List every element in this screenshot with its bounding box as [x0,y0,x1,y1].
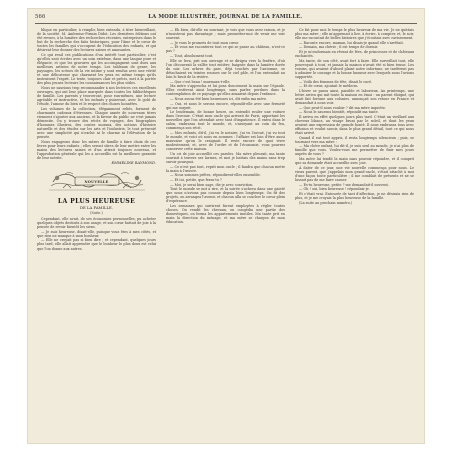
story-end-note: (La suite au prochain numéro.) [299,200,353,205]
story-paragraph: Et c'était vrai. Entourée de tant d'affection, je ne désirais rien de plus, et je me croyais la plus heureuse de la famille. [295,191,414,200]
story-paragraph: — Tout, absolument tout. [170,54,214,59]
article-body [37,28,156,160]
story-body [37,217,156,251]
story-paragraph: À dater de ce jour, une vie nouvelle commença pour nous. Le vieux parent, que j'appelais mon grand-oncle, s'était attaché à moi d'une façon toute particulière ; il me comblait de présents et ne se lassait pas de me faire causer. [295,165,414,182]
story-paragraph: — Es-tu heureuse, petite ? me demandait-il souvent. [299,182,389,187]
story-paragraph: — Moi, je serai bien sage, dis-je avec conviction. [170,182,254,187]
decorative-banner [37,168,156,197]
running-title: LA MODE ILLUSTRÉE, JOURNAL DE LA FAMILLE. [148,14,303,20]
story-paragraph: Tout le monde se mit à rire, et la soirée s'acheva dans une gaieté que nous n'avions pas connue depuis bien longtemps. On fit des projets, on arrangea l'avenir, et chacun alla se coucher le cœur plein d'espérance. [166,187,285,204]
column-right [295,28,414,434]
story-paragraph: — Ce n'est pas tout, reprit mon oncle ; il faudra que chacun mette la main à l'œuvre. [166,164,285,173]
story-paragraph: Ce fut pour moi le temps le plus heureux de ma vie. Je ne quittais plus ma mère ; elle m'apprenait à lire, à écrire, à compter, et, le soir, elle me racontait de belles histoires que j'écoutais avec ravissement. [295,28,414,41]
story-paragraph: — Nous le saurons bientôt, répondit ma tante. [299,110,379,115]
column-middle [166,28,285,434]
story-paragraph: Elle se leva, prit son ouvrage et se dirigea vers la fenêtre, d'où l'on découvrait la vallée tout entière, baignée dans la lumière dorée du soir. Les arbres du parc, déjà touchés par l'automne, se détachaient en teintes rousses sur le ciel pâle, et l'on entendait au loin le bruit de la rivière. [166,58,285,79]
magazine-page [27,8,425,444]
story-paragraph: — Demain, ma chérie ; il est temps de dormir. [299,45,378,50]
article-paragraph: blique en particulier, à remplir, bien entendu, à titre bienveillant, de la société. M. Ambroise-Firmin Didot. Les dernières éditions ont été revues, à la lumière des recherches récentes, entreprises dans le but de la recherche des faits historiques, pour l'âme et le cœur de toutes les familles qui s'occupent de l'éducation des enfants, et qui désirent leur donner des lectures saines et amusantes. [37,28,156,53]
story-paragraph: Ma mère s'approcha et lui posa doucement la main sur l'épaule. Elles restèrent ainsi longtemps, sans parler, perdues dans la contemplation de ce paysage qu'elles aimaient depuis l'enfance. [166,84,285,97]
story-paragraph: Ma mère lui tendit la main sans pouvoir répondre, et il comprit que sa demande était accueillie avec joie. [295,157,414,166]
story-paragraph: — Nous avons été bien heureuses ici, dit enfin ma mère. [170,96,268,101]
story-paragraph: Le lendemain, de bonne heure, on entendit rouler une voiture dans l'avenue. C'était mon oncle qui arrivait de Paris, apportant les nouvelles que l'on attendait avec tant d'impatience. Il entra dans le salon, embrassa tout le monde, et, s'asseyant au coin du feu, commença son récit. [166,110,285,131]
page-number: 566 [35,14,46,20]
story-paragraph: L'hiver se passa ainsi, paisible et laborieux. Au printemps, une lettre arriva qui mit toute la maison en émoi : un parent éloigné, qui avait fait fortune aux colonies, annonçait son retour en France et demandait à nous voir. [295,88,414,105]
column-left [37,28,156,434]
story-paragraph: — Oui, et nous le serons encore, répondit-elle avec une fermeté qui me surprit. [166,101,285,110]
story-paragraph: Ma tante, de son côté, avait fort à faire. Elle surveillait tout, elle pourvoyait à tout, et jamais la maison n'avait été si bien tenue. Les voisins, qui avaient d'abord plaint notre infortune, ne tardèrent pas à admirer le courage et la bonne humeur avec lesquels nous l'avions supportée. [295,58,414,79]
story-paragraph: — Ma chère enfant, lui dit-il, je suis seul au monde, je n'ai plus de famille que vous. Voulez-vous me permettre de finir mes jours auprès de vous ? [295,144,414,157]
story-paragraph: Cependant, elle avait, de ses économies personnelles, pu acheter quelques objets destinés à son usage, et son cœur battait de joie à la pensée de revoir bientôt les siens. [37,217,156,230]
story-paragraph: Quand il eut tout appris, il resta longtemps silencieux ; puis, se tournant vers ma mère : [295,135,414,144]
story-paragraph: Les semaines qui suivirent furent employées à régler toutes choses. On vendit les chevaux, on congédia une partie des domestiques, on ferma les appartements inutiles. Ma tante prit en main la direction du ménage, et ma mère se chargea de mon éducation. [166,204,285,225]
story-paragraph: — Nous sommes prêtes, répondirent-elles ensemble. [170,173,261,178]
story-paragraph: — Je vous le promets de tout mon cœur. [170,40,239,45]
banner-label: NOUVELLE [84,179,109,184]
header-rule [35,23,417,24]
story-paragraph: — Et de cœur, ajoutait le médecin. [299,84,359,89]
article-paragraph: Les volumes de la collection, élégamment reliés, forment de charmants cadeaux d'étrennes. Chaque année de nouveaux titres viennent s'ajouter aux anciens, et la faveur du public ne s'est jamais démentie. On y trouve des récits de voyages, des biographies d'hommes illustres, des contes moraux, des notions d'histoire naturelle et des études sur les arts et l'industrie, le tout présenté avec une simplicité qui n'exclut ni le charme ni l'élévation de la pensée. [37,106,156,139]
article-paragraph: Nous engageons donc les mères de famille à faire choix de ces livres pour leurs enfants ; elles seront sûres de leur mettre entre les mains des lectures saines et d'un attrait toujours nouveau, et l'approbation générale qui les a accueillis est la meilleure garantie de leur mérite. [37,139,156,160]
story-paragraph: — Elle ne croyait pas si bien dire ; et cependant, quelques jours plus tard, elle allait apprendre que le bonheur le plus doux est celui que l'on donne aux autres. [37,238,156,251]
story-paragraph: Et je m'endormais en rêvant de fées, de princesses et de châteaux enchantés. [295,50,414,59]
story-title: LA PLUS HEUREUSE [57,197,136,205]
story-paragraph: — Que c'est beau ! murmura-t-elle. [170,79,231,84]
story-paragraph: Un cri de joie accueillit ces paroles. Ma mère pleurait, ma tante souriait à travers ses larmes, et moi je battais des mains sans trop savoir pourquoi. [166,151,285,164]
story-paragraph: — Je suis heureuse, disait-elle, puisque vous êtes à mes côtés, et que rien ne manque à mon bonheur. [37,229,156,238]
story-paragraph: — Voilà des femmes de tête, disait le curé. [299,79,373,84]
story-paragraph: — Oh ! oui, bien heureuse ! répondais-je. [299,187,370,192]
story-continuation-note: (Suite.) [90,210,103,215]
article-signature: EMMELINE RAYMOND. [111,160,156,165]
story-paragraph: — Que peut-il nous vouloir ? dit ma mère inquiète. [299,105,386,110]
story-paragraph: — Et toi, petite, que feras-tu ? [170,177,222,182]
story-paragraph: — Eh bien, dit-elle en souriant, je vois que vous avez raison, et je n'insisterai pas davantage ; mais promettez-moi de venir me voir souvent. [166,28,285,41]
article-paragraph: Ce qui rend ces publications d'un intérêt tout particulier, c'est qu'elles sont écrites avec un soin extrême, dans une langue pure et élégante, et que les gravures qui les accompagnent sont dues aux meilleurs artistes de notre temps. Les tableaux de genre, les paysages, les scènes de la vie intime y sont rendus avec une vérité et une délicatesse qui charment les yeux en même temps qu'ils instruisent l'esprit. Le texte, toujours clair et précis, met à la portée des plus jeunes lecteurs les connaissances les plus utiles. [37,52,156,86]
story-paragraph: — Mes enfants, dit-il, j'ai vu le notaire, j'ai vu l'avoué, j'ai vu tout le monde, et voici où nous en sommes : l'affaire est loin d'être aussi mauvaise qu'on le craignait. Il reste encore de quoi vivre modestement, et, avec de l'ordre et de l'économie, vous pourrez conserver cette maison. [166,131,285,152]
article-paragraph: Nous ne saurions trop recommander à nos lectrices ces excellents ouvrages, qui ont leur place marquée dans toutes les bibliothèques de famille. Les parents y trouveront, pour eux-mêmes, une lecture agréable et instructive, et les enfants y puiseront, avec le goût de l'étude, l'amour du bien et le respect des choses honnêtes. [37,85,156,107]
story-subtitle: DE LA FAMILLE. [80,204,113,210]
story-paragraph: — Raconte encore, maman, lui disais-je quand elle s'arrêtait. [299,40,404,45]
story-paragraph: — Et vous me raconterez tout ce qui se passe au château, n'est-ce pas ? [166,45,285,54]
page-header [35,12,417,22]
story-paragraph: Il arriva en effet quelques jours plus tard. C'était un vieillard aux cheveux blancs, au visage bruni par le soleil, et dont les yeux avaient une expression de grande bonté. Il nous embrassa tous avec effusion et voulut savoir, dans le plus grand détail, tout ce qui nous était arrivé. [295,114,414,136]
